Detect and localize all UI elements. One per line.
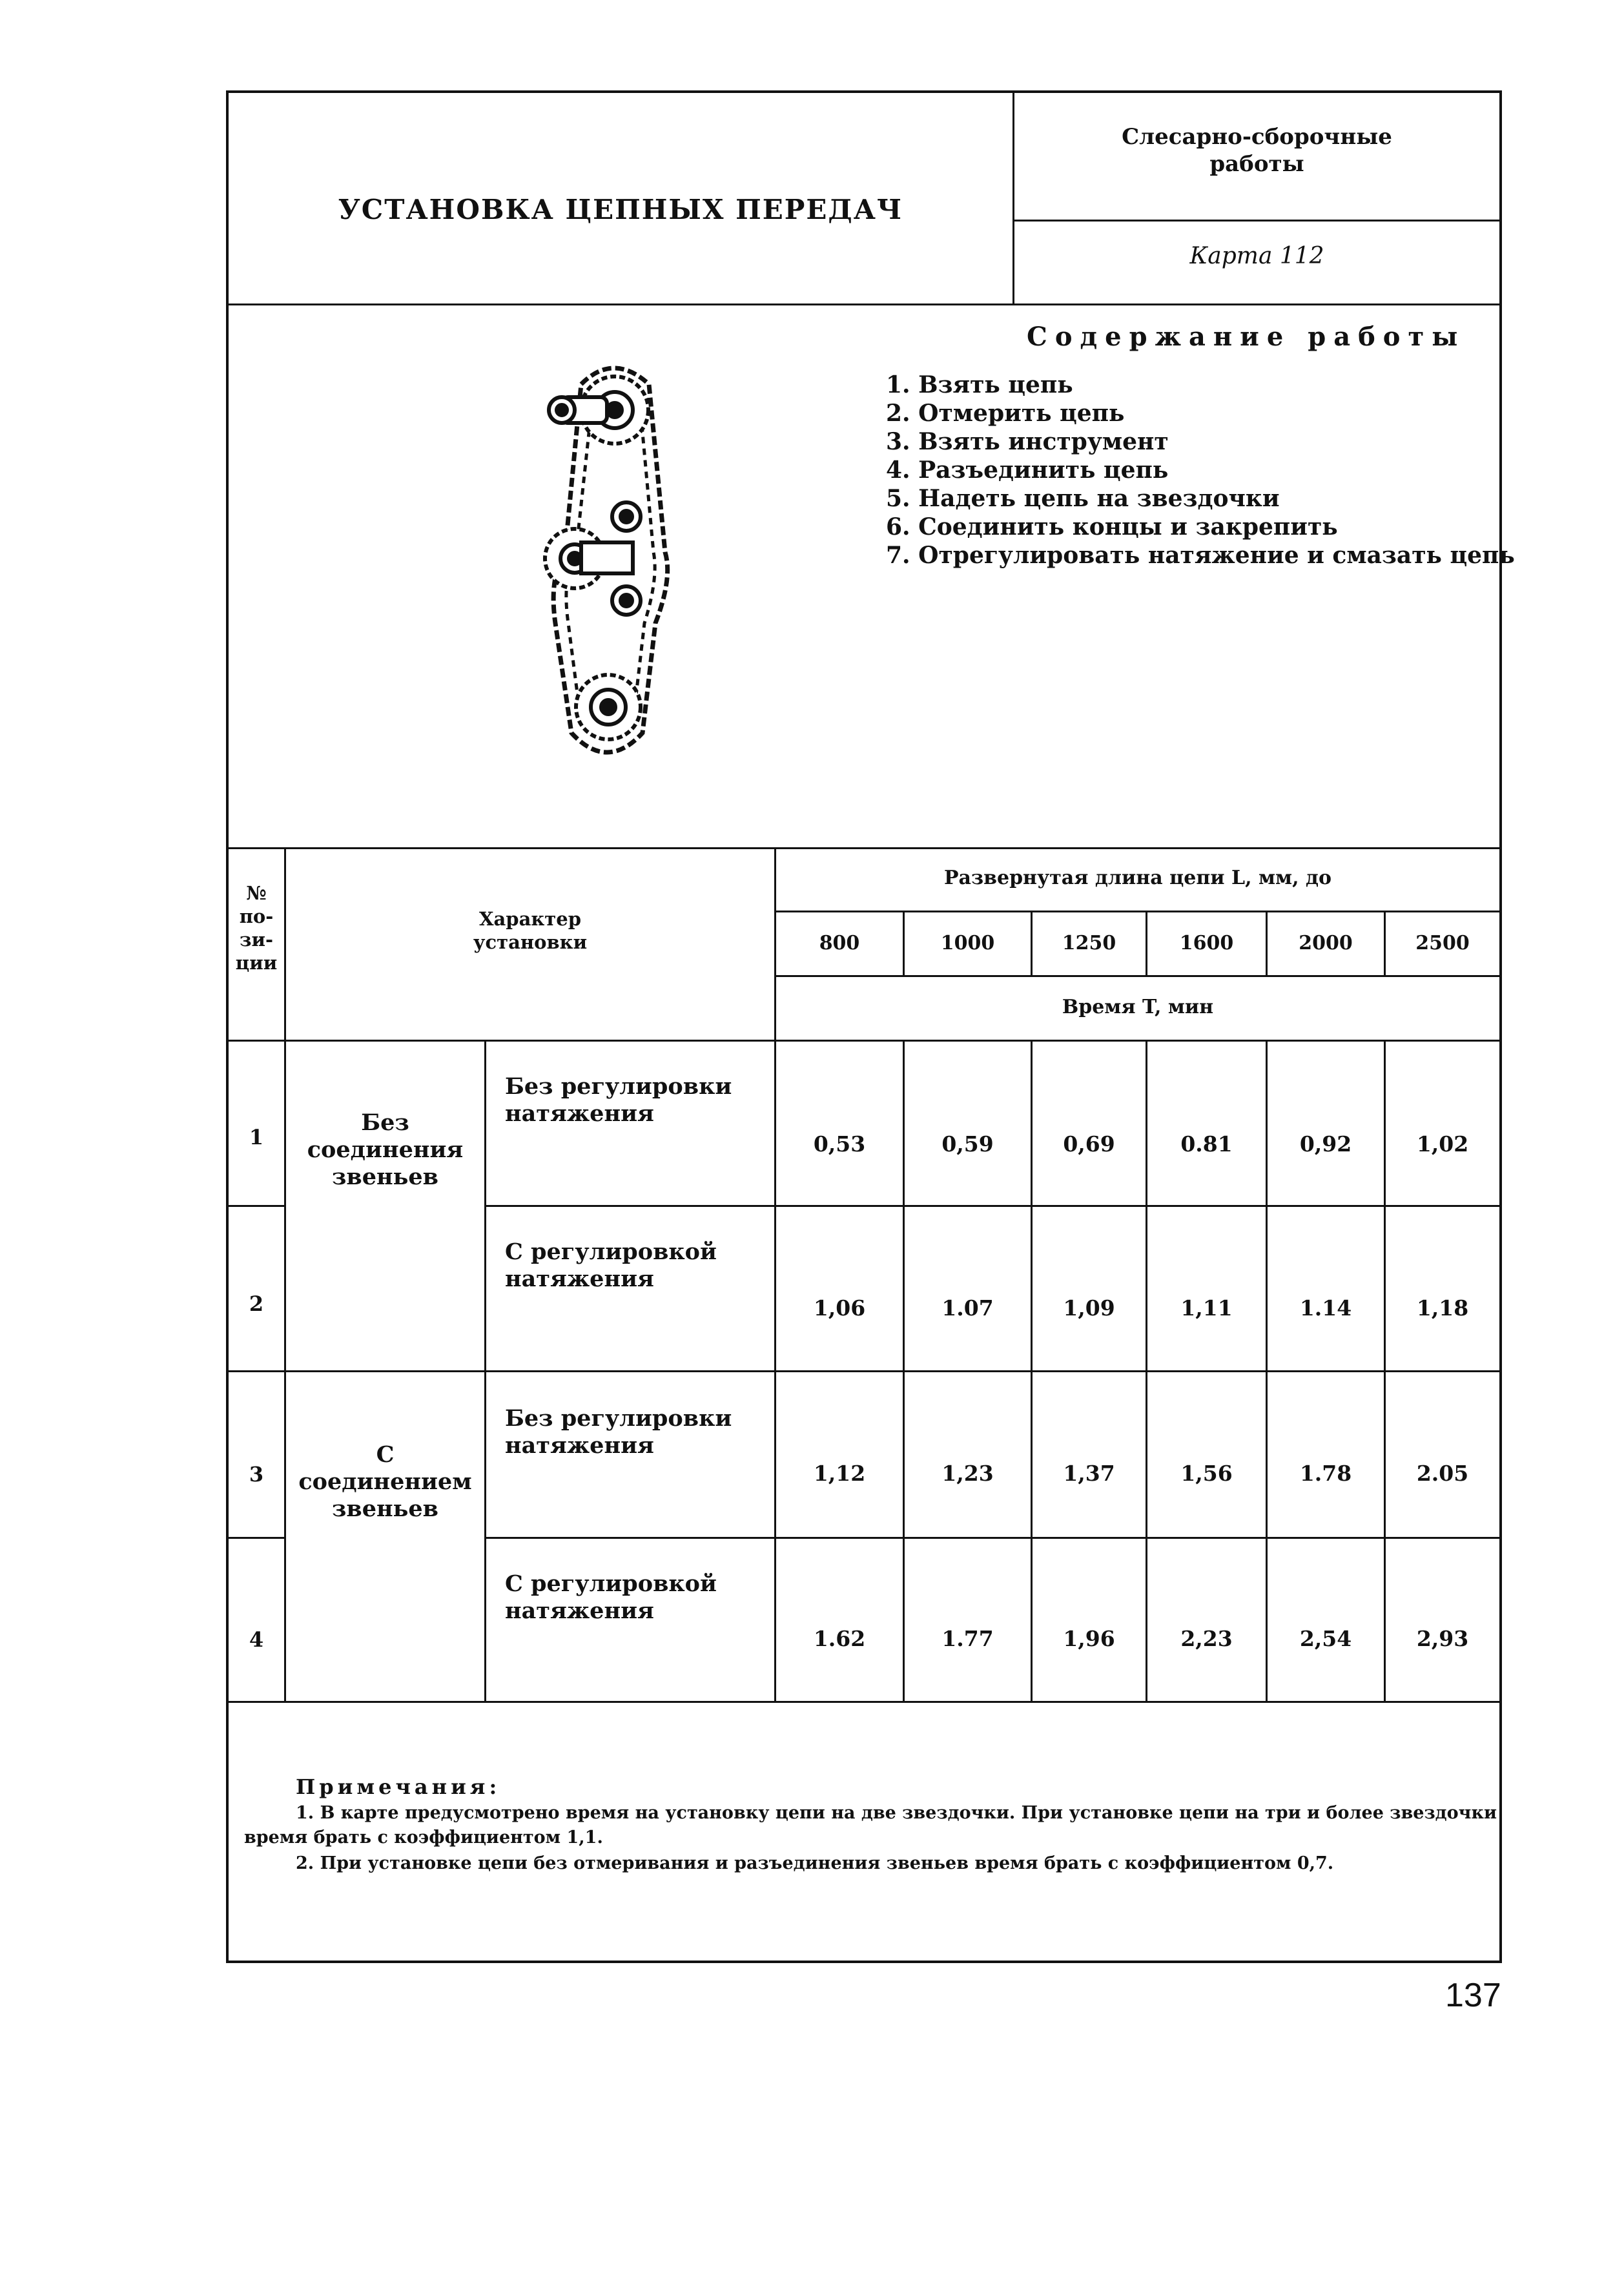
page-number: 137 [1445, 1977, 1501, 2014]
table-hline [226, 1205, 286, 1207]
table-hline [226, 1040, 1502, 1042]
row-number: 2 [249, 1292, 264, 1316]
time-cell: 1.77 [941, 1626, 994, 1651]
work-step: 6. Соединить концы и закрепить [886, 513, 1338, 540]
time-cell: 1.14 [1299, 1295, 1352, 1321]
work-step: 4. Разъединить цепь [886, 457, 1169, 484]
time-cell: 2,54 [1299, 1626, 1352, 1651]
time-cell: 1.62 [813, 1626, 866, 1651]
table-hline [774, 911, 1502, 912]
row-number: 3 [249, 1462, 264, 1487]
time-cell: 1,11 [1180, 1295, 1233, 1321]
time-cell: 1,37 [1063, 1461, 1115, 1486]
time-cell: 1,56 [1180, 1461, 1233, 1486]
work-category-line1: Слесарно-сборочные [1122, 124, 1392, 150]
time-cell: 0,53 [813, 1131, 866, 1157]
group-with-joining: С соединением звеньев [298, 1441, 472, 1522]
row-subtype: С регулировкой натяжения [505, 1570, 717, 1624]
note-line: время брать с коэффициентом 1,1. [244, 1827, 603, 1848]
installation-type-header: Характер установки [473, 908, 588, 953]
time-cell: 1,23 [941, 1461, 994, 1486]
note-line: 1. В карте предусмотрено время на установку цепи на две звездочки. При установке цепи на три и более звездочки [296, 1803, 1497, 1823]
length-1600: 1600 [1179, 932, 1234, 954]
time-cell: 2.05 [1416, 1461, 1469, 1486]
table-hline [484, 1537, 1502, 1539]
chain-drive-illustration [536, 345, 691, 772]
chain-length-header: Развернутая длина цепи L, мм, до [944, 867, 1331, 889]
time-cell: 0,59 [941, 1131, 994, 1157]
notes-title: Примечания: [296, 1775, 501, 1799]
length-1250: 1250 [1062, 932, 1116, 954]
table-vline [284, 847, 286, 1702]
length-1000: 1000 [940, 932, 995, 954]
time-cell: 1,18 [1416, 1295, 1469, 1321]
document-title: УСТАНОВКА ЦЕПНЫХ ПЕРЕДАЧ [338, 194, 903, 225]
table-hline [226, 1537, 286, 1539]
header-mid-divider [1012, 220, 1502, 221]
work-step: 5. Надеть цепь на звездочки [886, 485, 1280, 512]
row-subtype: С регулировкой натяжения [505, 1239, 717, 1292]
header-bottom-divider [226, 304, 1502, 305]
time-header: Время T, мин [1062, 996, 1214, 1018]
note-line: 2. При установке цепи без отмеривания и разъединения звеньев время брать с коэффициентом 0,7. [296, 1853, 1334, 1873]
row-subtype: Без регулировки натяжения [505, 1073, 732, 1127]
table-hline [484, 1205, 1502, 1207]
time-cell: 1,09 [1063, 1295, 1115, 1321]
time-cell: 1,02 [1416, 1131, 1469, 1157]
work-step: 1. Взять цепь [886, 371, 1073, 398]
table-hline [774, 975, 1502, 977]
frame-bottom [226, 1961, 1502, 1963]
position-number-header: № по- зи- ции [235, 882, 278, 974]
table-top-line [226, 847, 1502, 849]
time-cell: 2,93 [1416, 1626, 1469, 1651]
time-cell: 1,06 [813, 1295, 866, 1321]
frame-top [226, 90, 1502, 93]
frame-left [226, 90, 229, 1963]
header-vertical-divider [1012, 90, 1014, 305]
time-cell: 0,69 [1063, 1131, 1115, 1157]
work-category-line2: работы [1209, 151, 1304, 177]
work-step: 7. Отрегулировать натяжение и смазать цепь [886, 542, 1515, 569]
length-2000: 2000 [1299, 932, 1353, 954]
time-cell: 2,23 [1180, 1626, 1233, 1651]
time-cell: 1.07 [941, 1295, 994, 1321]
row-subtype: Без регулировки натяжения [505, 1405, 732, 1459]
row-number: 4 [249, 1627, 264, 1652]
table-hline [226, 1370, 1502, 1372]
card-number: Карта 112 [1189, 243, 1324, 269]
length-2500: 2500 [1415, 932, 1470, 954]
group-without-joining: Без соединения звеньев [307, 1109, 464, 1190]
length-800: 800 [819, 932, 860, 954]
time-cell: 1.78 [1299, 1461, 1352, 1486]
time-cell: 0,92 [1299, 1131, 1352, 1157]
work-step: 3. Взять инструмент [886, 428, 1169, 455]
table-hline [226, 1701, 1502, 1703]
work-steps-list [886, 371, 1515, 570]
time-cell: 0.81 [1180, 1131, 1233, 1157]
time-cell: 1,12 [813, 1461, 866, 1486]
row-number: 1 [249, 1125, 264, 1149]
content-title: Содержание работы [1027, 322, 1466, 352]
time-cell: 1,96 [1063, 1626, 1115, 1651]
work-step: 2. Отмерить цепь [886, 400, 1125, 427]
